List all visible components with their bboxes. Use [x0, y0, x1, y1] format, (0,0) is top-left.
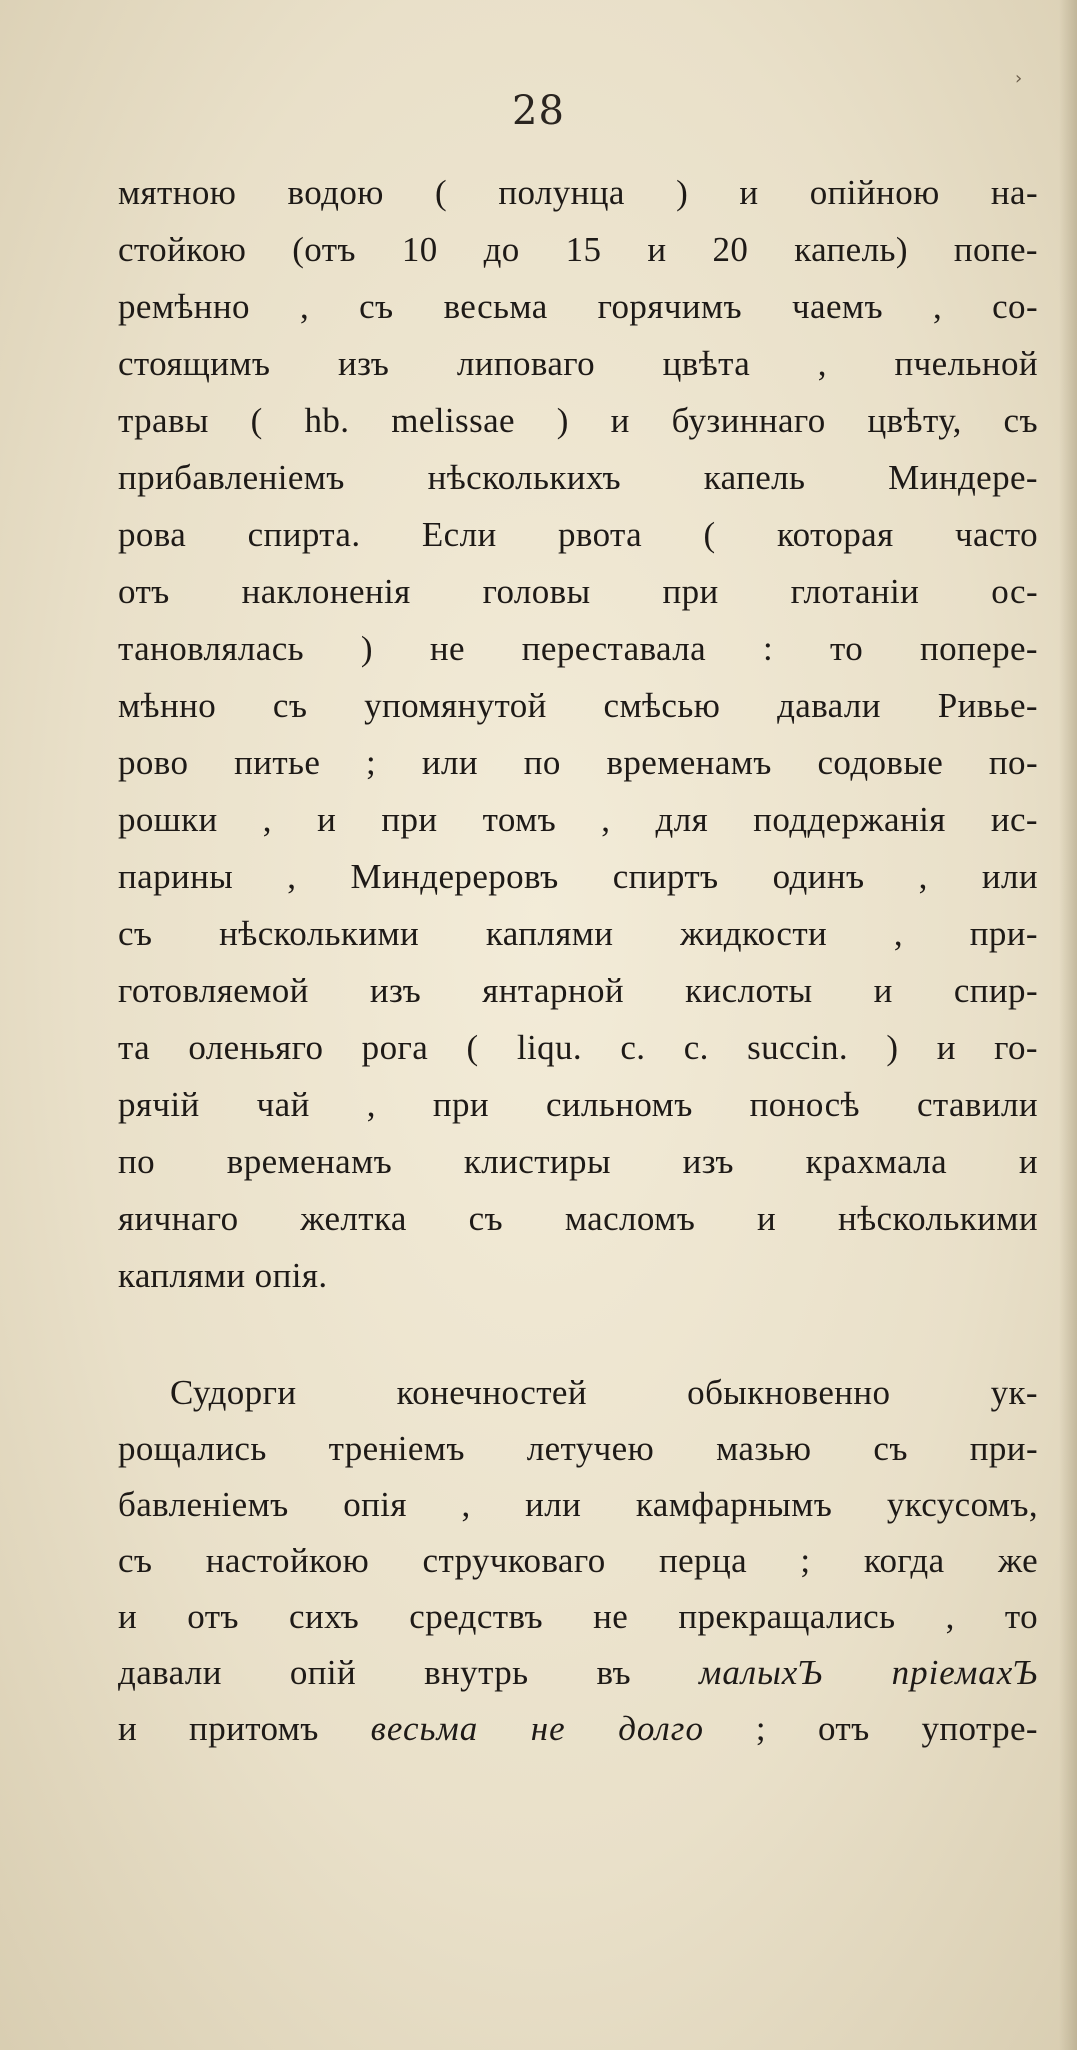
text-line: мѣнно съ упомянутой смѣсью давали Ривье- — [118, 686, 1038, 725]
text-line: прибавленіемъ нѣсколькихъ капель Миндере- — [118, 458, 1038, 497]
text-line — [118, 1645, 1038, 1701]
text-line: рячій чай , при сильномъ поносѣ ставили — [118, 1085, 1038, 1124]
text-line: съ настойкою стручковаго перца ; когда же — [118, 1541, 1038, 1580]
text-line: рова спирта. Если рвота ( которая часто — [118, 515, 1038, 554]
text-line: по временамъ клистиры изъ крахмала и — [118, 1142, 1038, 1181]
text-line: тановлялась ) не переставала : то попере- — [118, 629, 1038, 668]
text-line: рошки , и при томъ , для поддержанія ис- — [118, 800, 1038, 839]
text-line: Судорги конечностей обыкновенно ук- — [170, 1373, 1038, 1412]
text-line: отъ наклоненія головы при глотаніи ос- — [118, 572, 1038, 611]
text-line: и отъ сихъ средствъ не прекращались , то — [118, 1597, 1038, 1636]
italic-text-run: малыхЪ пріемахЪ — [699, 1653, 1038, 1692]
italic-text-run: весьма не долго — [370, 1709, 704, 1748]
text-line: бавленіемъ опія , или камфарнымъ уксусомъ, — [118, 1485, 1038, 1524]
text-line: рощались треніемъ летучею мазью съ при- — [118, 1429, 1038, 1468]
paragraph-1 — [118, 164, 1038, 1304]
text-line: мятною водою ( полунца ) и опійною на- — [118, 173, 1038, 212]
paragraph-2 — [118, 1365, 1038, 1757]
page-edge-shadow — [1059, 0, 1077, 2050]
text-line: парины , Миндереровъ спиртъ одинъ , или — [118, 857, 1038, 896]
page-number: 28 — [512, 88, 565, 134]
text-line: травы ( hb. melissae ) и бузиннаго цвѣту, съ — [118, 401, 1038, 440]
text-line: рово питье ; или по временамъ содовые по- — [118, 743, 1038, 782]
text-run: давали опій внутрь въ — [118, 1653, 699, 1692]
text-line: ремѣнно , съ весьма горячимъ чаемъ , со- — [118, 287, 1038, 326]
text-line — [118, 1701, 1038, 1757]
text-line: яичнаго желтка съ масломъ и нѣсколькими — [118, 1199, 1038, 1238]
text-run: ; отъ употре- — [703, 1709, 1038, 1748]
text-line: стойкою (отъ 10 до 15 и 20 капель) попе- — [118, 230, 1038, 269]
text-line: та оленьяго рога ( liqu. c. c. succin. ) и го- — [118, 1028, 1038, 1067]
text-line: каплями опія. — [118, 1256, 328, 1295]
text-run: и притомъ — [118, 1709, 371, 1748]
text-line: стоящимъ изъ липоваго цвѣта , пчельной — [118, 344, 1038, 383]
text-line: готовляемой изъ янтарной кислоты и спир- — [118, 971, 1038, 1010]
text-line: съ нѣсколькими каплями жидкости , при- — [118, 914, 1038, 953]
corner-mark: › — [1015, 68, 1023, 89]
